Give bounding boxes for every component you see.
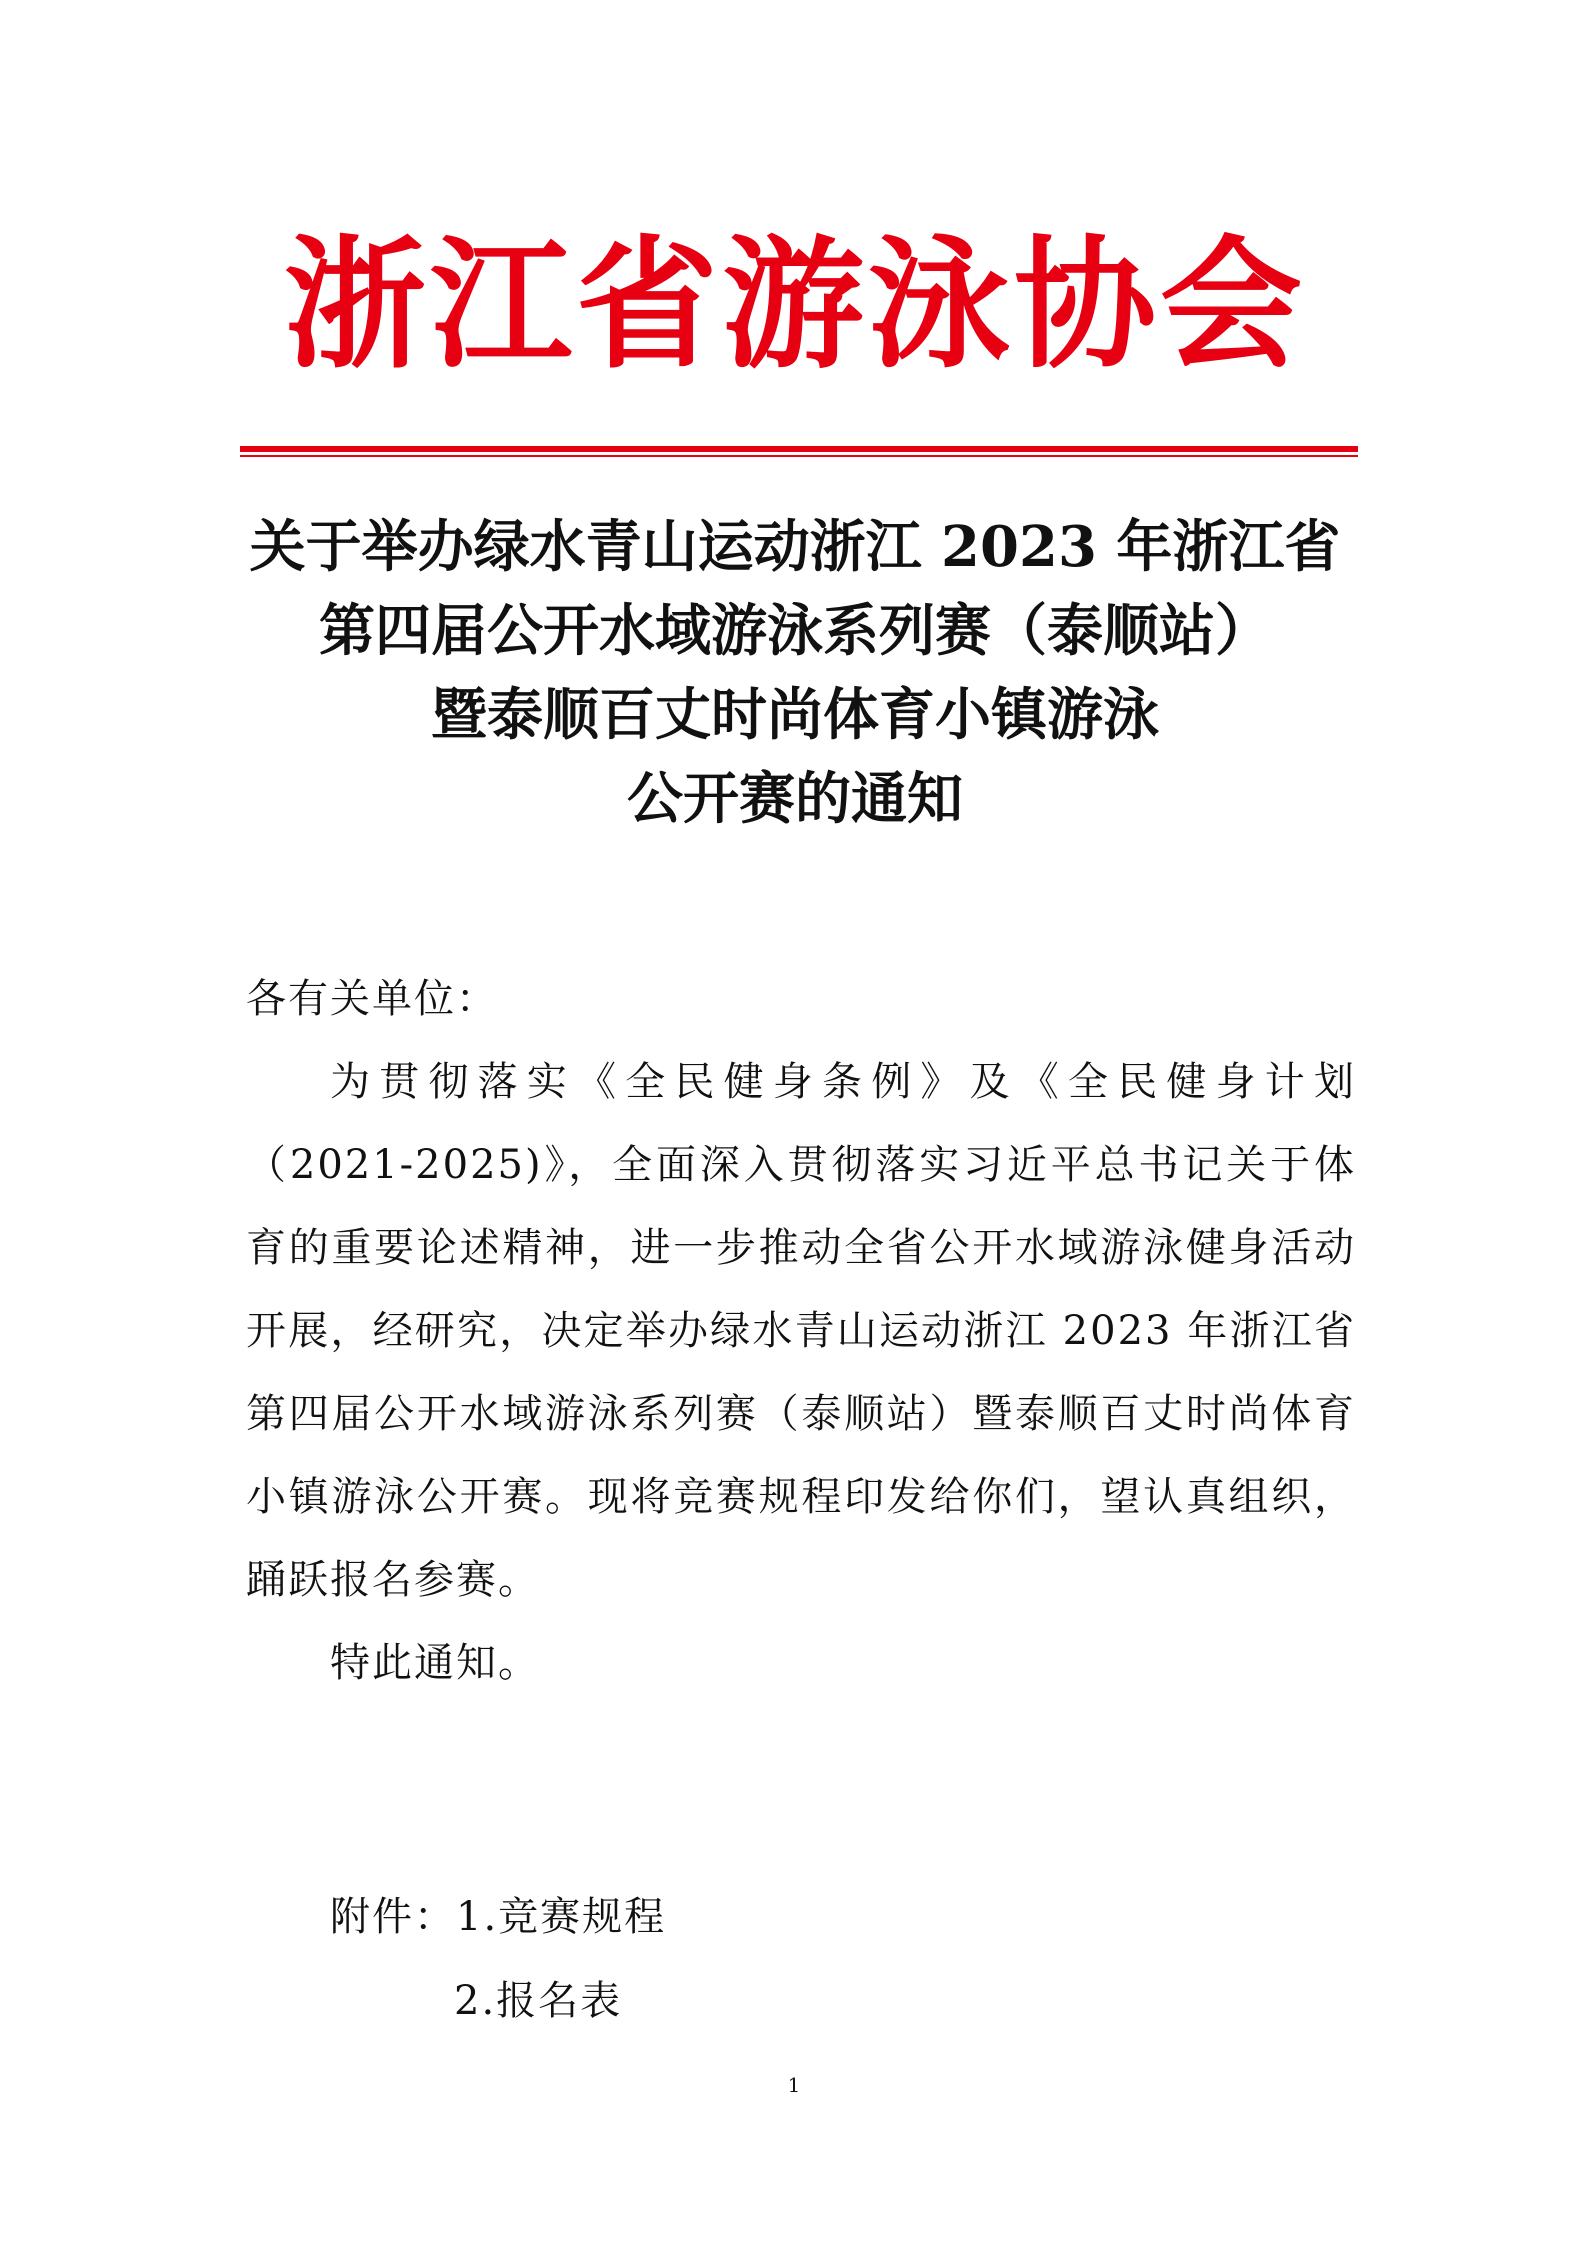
attachments-label: 附件： [330,1894,456,1940]
header-red-rule [240,446,1358,458]
organization-header: 浙江省游泳协会 [284,222,1306,388]
body-paragraph: 为贯彻落实《全民健身条例》及《全民健身计划（2021-2025)》，全面深入贯彻落实习近平总书记关于体育的重要论述精神，进一步推动全省公开水域游泳健身活动开展，经研究，决定举办绿水青山运动浙江 2023 年浙江省第四届公开水域游泳系列赛（泰顺站）暨泰顺百丈时尚体育小镇游泳公开赛。现将竞赛规程印发给你们，望认真组织，踊跃报名参赛。 [246,1059,1356,1603]
attachment-item-2: 2.报名表 [454,1978,623,2024]
salutation: 各有关单位： [246,976,498,1022]
attachment-row-2 [330,1959,666,2043]
document-title [200,505,1390,841]
header-rule-thin-line [240,455,1358,457]
header-rule-thick-line [240,446,1358,452]
title-line-1: 关于举办绿水青山运动浙江 2023 年浙江省 [249,514,1341,580]
title-line-3: 暨泰顺百丈时尚体育小镇游泳 [431,682,1159,748]
title-line-2: 第四届公开水域游泳系列赛（泰顺站） [319,598,1271,664]
attachment-item-1: 1.竞赛规程 [456,1894,667,1940]
attachments-list [330,1875,666,2043]
closing-line: 特此通知。 [330,1640,540,1686]
page-number: 1 [787,2073,801,2097]
document-body [246,958,1356,1705]
title-line-4: 公开赛的通知 [627,766,963,832]
attachment-row-1 [330,1875,666,1959]
